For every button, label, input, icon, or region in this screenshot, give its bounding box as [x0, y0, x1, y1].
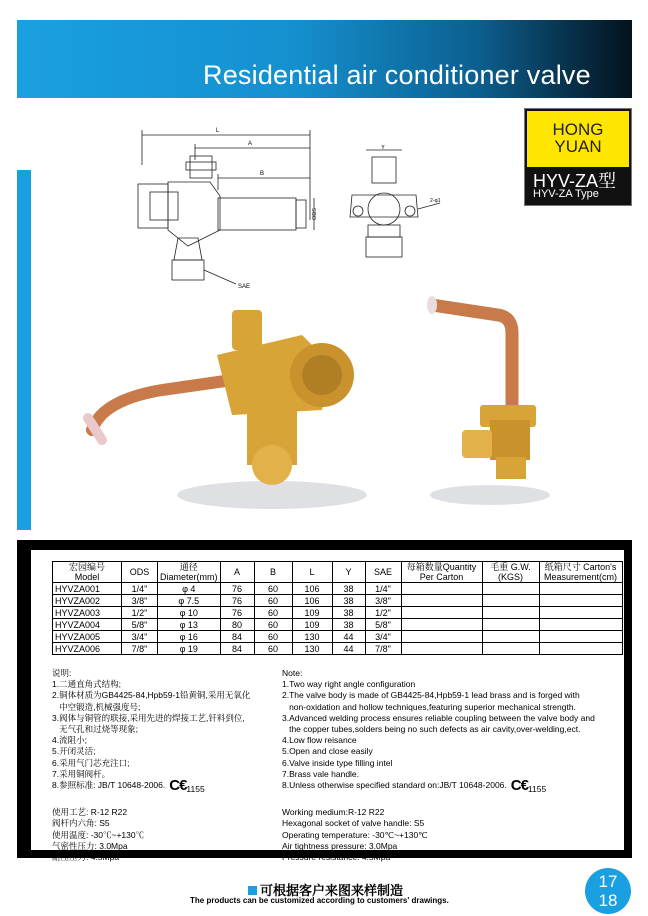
ce-mark-icon: C€: [510, 777, 528, 795]
footer-en: The products can be customized according to customers' drawings.: [190, 896, 449, 905]
notes-en-extra: Air tightness pressure: 3.0Mpa: [282, 840, 398, 851]
table-cell: [539, 607, 622, 619]
table-cell: [401, 631, 482, 643]
table-cell: HYVZA006: [53, 643, 122, 655]
notes-cn: [52, 668, 250, 863]
table-cell: φ 16: [158, 631, 221, 643]
table-cell: [482, 643, 539, 655]
table-cell: 60: [254, 619, 292, 631]
dim-label-l: L: [216, 128, 220, 134]
header-measurement: 纸箱尺寸 Carton's Measurement(cm): [539, 562, 622, 583]
table-cell: 38: [332, 607, 365, 619]
side-accent-bar: [17, 170, 31, 530]
table-cell: [539, 619, 622, 631]
notes-cn-extra: 阀杆内六角: S5: [52, 818, 110, 829]
table-row: [53, 595, 623, 607]
table-cell: 60: [254, 631, 292, 643]
brand-logo: [527, 111, 629, 167]
notes-cn-item: 6.采用气门芯充注口;: [52, 757, 130, 768]
header-quantity: 每箱数量Quantity Per Carton: [401, 562, 482, 583]
notes-cn-extra: 使用工艺: R-12 R22: [52, 807, 128, 818]
ce-mark-icon: C€: [169, 777, 187, 795]
notes-cn-item: 4.流阻小;: [52, 735, 87, 746]
table-cell: φ 10: [158, 607, 221, 619]
ce-number: 1155: [527, 784, 547, 795]
brand-line-2: YUAN: [554, 137, 602, 156]
table-cell: 1/4": [122, 583, 158, 595]
table-cell: 44: [332, 643, 365, 655]
table-cell: 5/8": [365, 619, 401, 631]
brand-line-1: HONG: [552, 120, 604, 139]
table-cell: 3/8": [122, 595, 158, 607]
notes-en-extra: Working medium:R-12 R22: [282, 807, 385, 818]
table-cell: [539, 631, 622, 643]
table-cell: HYVZA003: [53, 607, 122, 619]
notes-en-item: 7.Brass vale handle.: [282, 768, 360, 779]
table-cell: 130: [292, 643, 332, 655]
header-a: A: [220, 562, 254, 583]
table-cell: HYVZA001: [53, 583, 122, 595]
notes-en-item: 5.Open and close easily: [282, 746, 373, 757]
notes-cn-item: 3.阀体与铜管的联接,采用先进的焊接工艺,钎料到位,: [52, 712, 245, 723]
table-cell: 76: [220, 607, 254, 619]
table-cell: 3/8": [365, 595, 401, 607]
table-cell: 60: [254, 583, 292, 595]
table-cell: [539, 595, 622, 607]
dim-label-sae: SAE: [238, 284, 251, 290]
notes-en-item: 4.Low flow reisance: [282, 735, 357, 746]
notes-en-title: Note:: [282, 668, 303, 678]
table-cell: [401, 595, 482, 607]
notes-cn-item: 中空锻造,机械强度号;: [52, 701, 141, 712]
table-cell: 1/2": [365, 607, 401, 619]
table-cell: [401, 643, 482, 655]
technical-drawing-side: [120, 120, 320, 290]
header-weight: 毛重 G.W. (KGS): [482, 562, 539, 583]
table-row: [53, 643, 623, 655]
dim-label-hole: 2-φ1: [430, 198, 441, 204]
table-cell: 60: [254, 607, 292, 619]
table-cell: 3/4": [122, 631, 158, 643]
table-cell: [401, 583, 482, 595]
table-cell: 7/8": [365, 643, 401, 655]
table-cell: 84: [220, 631, 254, 643]
table-cell: 5/8": [122, 619, 158, 631]
table-cell: [482, 607, 539, 619]
table-cell: 38: [332, 619, 365, 631]
notes-en-item: 6.Valve inside type filling intel: [282, 757, 393, 768]
table-cell: HYVZA005: [53, 631, 122, 643]
brand-type: HYV-ZA Type: [533, 188, 599, 200]
notes-cn-title: 说明:: [52, 668, 72, 678]
notes-cn-extra: 使用温度: -30℃~+130℃: [52, 829, 145, 840]
header-sae: SAE: [365, 562, 401, 583]
table-row: [53, 583, 623, 595]
table-row: [53, 619, 623, 631]
table-cell: [401, 607, 482, 619]
table-cell: [401, 619, 482, 631]
table-cell: φ 7.5: [158, 595, 221, 607]
header-diameter: 通径 Diameter(mm): [158, 562, 221, 583]
valve-photo-small: [420, 285, 560, 515]
header-l: L: [292, 562, 332, 583]
dim-label-b: B: [260, 171, 265, 177]
table-cell: 7/8": [122, 643, 158, 655]
table-cell: 80: [220, 619, 254, 631]
table-row: [53, 631, 623, 643]
table-cell: [482, 595, 539, 607]
notes-cn-item: 1.二通直角式结构;: [52, 679, 121, 690]
notes-cn-extra: 气密性压力: 3.0Mpa: [52, 840, 128, 851]
notes-en-item: 3.Advanced welding process ensures reliable coupling between the valve body and: [282, 712, 595, 723]
table-cell: 84: [220, 643, 254, 655]
table-cell: HYVZA004: [53, 619, 122, 631]
square-bullet-icon: [248, 886, 257, 895]
table-cell: [482, 619, 539, 631]
notes-en-extra: Operating temperature: -30℃~+130℃: [282, 829, 428, 840]
table-cell: [482, 583, 539, 595]
page-number-top: 17: [598, 872, 618, 891]
brand-box: [524, 108, 632, 206]
notes-en-item: 1.Two way right angle configuration: [282, 679, 416, 690]
technical-drawing-front: [338, 145, 458, 270]
table-row: [53, 607, 623, 619]
table-cell: φ 19: [158, 643, 221, 655]
table-cell: 109: [292, 619, 332, 631]
page-title: Residential air conditioner valve: [203, 60, 591, 90]
header-y: Y: [332, 562, 365, 583]
spec-table-header: [53, 562, 623, 583]
table-cell: 1/2": [122, 607, 158, 619]
table-cell: [539, 643, 622, 655]
table-cell: [539, 583, 622, 595]
table-cell: HYVZA002: [53, 595, 122, 607]
table-cell: 109: [292, 607, 332, 619]
notes-en-item: non-oxidation and hollow techniques,featuring superior mechanical strength.: [282, 701, 576, 712]
notes-en-item: the copper tubes,solders being no such defects as air cavity,over-welding,ect.: [282, 724, 581, 735]
dim-label-a: A: [248, 141, 253, 147]
table-cell: 38: [332, 595, 365, 607]
table-cell: 130: [292, 631, 332, 643]
notes-cn-item: 无气孔和过烧等现象;: [52, 724, 138, 735]
table-cell: 60: [254, 643, 292, 655]
table-cell: 3/4": [365, 631, 401, 643]
notes-cn-extra: 耐压压力: 4.5Mpa: [52, 852, 120, 863]
ce-number: 1155: [186, 784, 205, 795]
table-cell: φ 4: [158, 583, 221, 595]
page-number-bottom: 18: [598, 891, 618, 910]
table-cell: 76: [220, 595, 254, 607]
notes-cn-item: 2.铜体材质为GB4425-84,Hpb59-1铅黄铜,采用无氧化: [52, 690, 251, 701]
notes-cn-item: 7.采用铜阀杆。: [52, 768, 111, 779]
notes-en-extra: Pressure resistance: 4.5Mpa: [282, 852, 391, 863]
table-cell: 106: [292, 583, 332, 595]
notes-en-extra: Hexagonal socket of valve handle: S5: [282, 818, 425, 829]
table-cell: 60: [254, 595, 292, 607]
dim-label-ods: ODS: [312, 208, 318, 220]
brand-model: HYV-ZA型: [533, 171, 617, 191]
table-cell: φ 13: [158, 619, 221, 631]
notes-en-item: 2.The valve body is made of GB4425-84,Hpb59-1 lead brass and is forged with: [282, 690, 580, 701]
footer-cn-text: 可根据客户来图来样制造: [260, 883, 404, 898]
page-number-badge: [585, 868, 631, 914]
notes-cn-item: 5.开闭灵活;: [52, 746, 96, 757]
valve-photo-large: [82, 300, 382, 520]
table-cell: 44: [332, 631, 365, 643]
spec-table-body: [53, 583, 623, 655]
table-cell: 1/4": [365, 583, 401, 595]
notes-en: [282, 668, 595, 863]
table-cell: 38: [332, 583, 365, 595]
notes-en-standard: 8.Unless otherwise specified standard on:JB/T 10648-2006. C€1155: [282, 777, 547, 795]
table-cell: 76: [220, 583, 254, 595]
header-b: B: [254, 562, 292, 583]
notes-cn-standard: 8.参照标准: JB/T 10648-2006. C€1155: [52, 777, 205, 795]
dim-label-y: Y: [381, 145, 386, 151]
table-cell: [482, 631, 539, 643]
header-ods: ODS: [122, 562, 158, 583]
header-model: 宏园编号 Model: [53, 562, 122, 583]
spec-table: [52, 561, 623, 655]
table-cell: 106: [292, 595, 332, 607]
